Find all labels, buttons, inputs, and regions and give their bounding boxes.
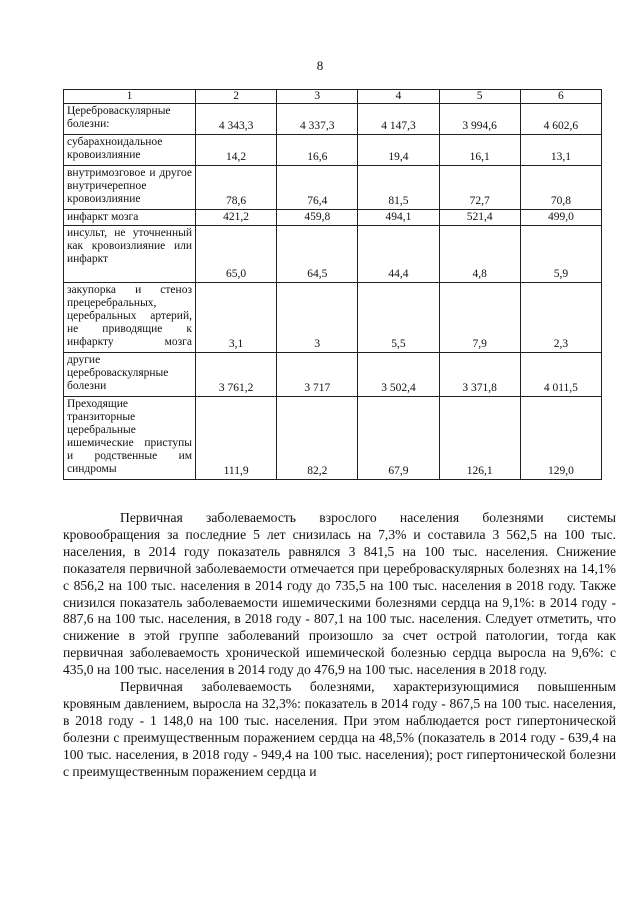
table-row (64, 283, 602, 353)
table-cell: 3 502,4 (358, 353, 439, 397)
table-cell: 44,4 (358, 226, 439, 283)
table-cell: 19,4 (358, 135, 439, 166)
table-cell: 5,5 (358, 283, 439, 353)
column-header: 6 (520, 90, 601, 104)
table-cell: 72,7 (439, 166, 520, 210)
morbidity-table (63, 89, 602, 480)
table-cell: 3 (277, 283, 358, 353)
table-cell: 16,1 (439, 135, 520, 166)
table-cell: 67,9 (358, 397, 439, 480)
table-cell: 521,4 (439, 210, 520, 226)
column-header: 3 (277, 90, 358, 104)
table-cell: 14,2 (196, 135, 277, 166)
body-text (63, 510, 616, 781)
table-cell: 13,1 (520, 135, 601, 166)
table-cell: 421,2 (196, 210, 277, 226)
table-cell: 82,2 (277, 397, 358, 480)
table-cell: 76,4 (277, 166, 358, 210)
table-cell: 4 147,3 (358, 104, 439, 135)
column-header: 5 (439, 90, 520, 104)
table-cell: 4 011,5 (520, 353, 601, 397)
row-label: Цереброваскулярные болезни: (64, 104, 196, 135)
table-cell: 3 994,6 (439, 104, 520, 135)
table-header-row (64, 90, 602, 104)
table-cell: 5,9 (520, 226, 601, 283)
page-number: 8 (316, 58, 324, 73)
table-cell: 3 717 (277, 353, 358, 397)
table-cell: 3 761,2 (196, 353, 277, 397)
table-row (64, 135, 602, 166)
table-cell: 7,9 (439, 283, 520, 353)
table-cell: 78,6 (196, 166, 277, 210)
table-row (64, 226, 602, 283)
row-label: Преходящие транзиторные церебральные ишемические приступы и родственные им синдромы (64, 397, 196, 480)
table-cell: 70,8 (520, 166, 601, 210)
table-cell: 4 337,3 (277, 104, 358, 135)
table-cell: 4 602,6 (520, 104, 601, 135)
table-cell: 16,6 (277, 135, 358, 166)
column-header: 4 (358, 90, 439, 104)
table-row (64, 210, 602, 226)
row-label: закупорка и стеноз прецеребральных, церебральных артерий, не приводящие к инфаркту мозга (64, 283, 196, 353)
table-row (64, 166, 602, 210)
table-row (64, 104, 602, 135)
row-label: другие цереброваскулярные болезни (64, 353, 196, 397)
table-cell: 81,5 (358, 166, 439, 210)
column-header: 2 (196, 90, 277, 104)
paragraph: Первичная заболеваемость болезнями, характеризующимися повышенным кровяным давлением, выросла на 32,3%: показатель в 2014 году - 867,5 на 100 тыс. населения, в 2018 году - 1 148,0 на 100 тыс. населения. При этом наблюдается рост гипертонической болезни с преимущественным поражением сердца на 48,5% (показатель в 2014 году - 639,4 на 100 тыс. населения, в 2018 году - 949,4 на 100 тыс. населения); рост гипертонической болезни с преимущественным поражением сердца и (63, 679, 616, 779)
row-label: инфаркт мозга (64, 210, 196, 226)
row-label: инсульт, не уточненный как кровоизлияние или инфаркт (64, 226, 196, 283)
table-row (64, 353, 602, 397)
table-cell: 3 371,8 (439, 353, 520, 397)
paragraph: Первичная заболеваемость взрослого населения болезнями системы кровообращения за последние 5 лет снизилась на 7,3% и составила 3 562,5 на 100 тыс. населения, в 2014 году показатель равнялся 3 841,5 на 100 тыс. населения. Снижение показателя первичной заболеваемости отмечается при цереброваскулярных болезнях на 14,1% с 856,2 на 100 тыс. населения в 2014 году до 735,5 на 100 тыс. населения в 2018 году. Также снизился показатель заболеваемости ишемическими болезнями сердца на 9,1%: в 2014 году - 887,6 на 100 тыс. населения, в 2018 году - 807,1 на 100 тыс. населения. Следует отметить, что снижение в этой группе заболеваний произошло за счет острой патологии, тогда как первичная заболеваемость хронической ишемической болезнью сердца выросла на 9,6%: с 435,0 на 100 тыс. населения в 2014 году до 476,9 на 100 тыс. населения в 2018 году. (63, 510, 616, 678)
column-header: 1 (64, 90, 196, 104)
table-cell: 499,0 (520, 210, 601, 226)
row-label: внутримозговое и другое внутричерепное кровоизлияние (64, 166, 196, 210)
table-cell: 4,8 (439, 226, 520, 283)
table-cell: 129,0 (520, 397, 601, 480)
table-cell: 3,1 (196, 283, 277, 353)
table-row (64, 397, 602, 480)
table-cell: 64,5 (277, 226, 358, 283)
table-cell: 2,3 (520, 283, 601, 353)
table-cell: 459,8 (277, 210, 358, 226)
table-cell: 111,9 (196, 397, 277, 480)
table-cell: 126,1 (439, 397, 520, 480)
table-cell: 4 343,3 (196, 104, 277, 135)
table-cell: 494,1 (358, 210, 439, 226)
row-label: субарахноидальное кровоизлияние (64, 135, 196, 166)
table-cell: 65,0 (196, 226, 277, 283)
